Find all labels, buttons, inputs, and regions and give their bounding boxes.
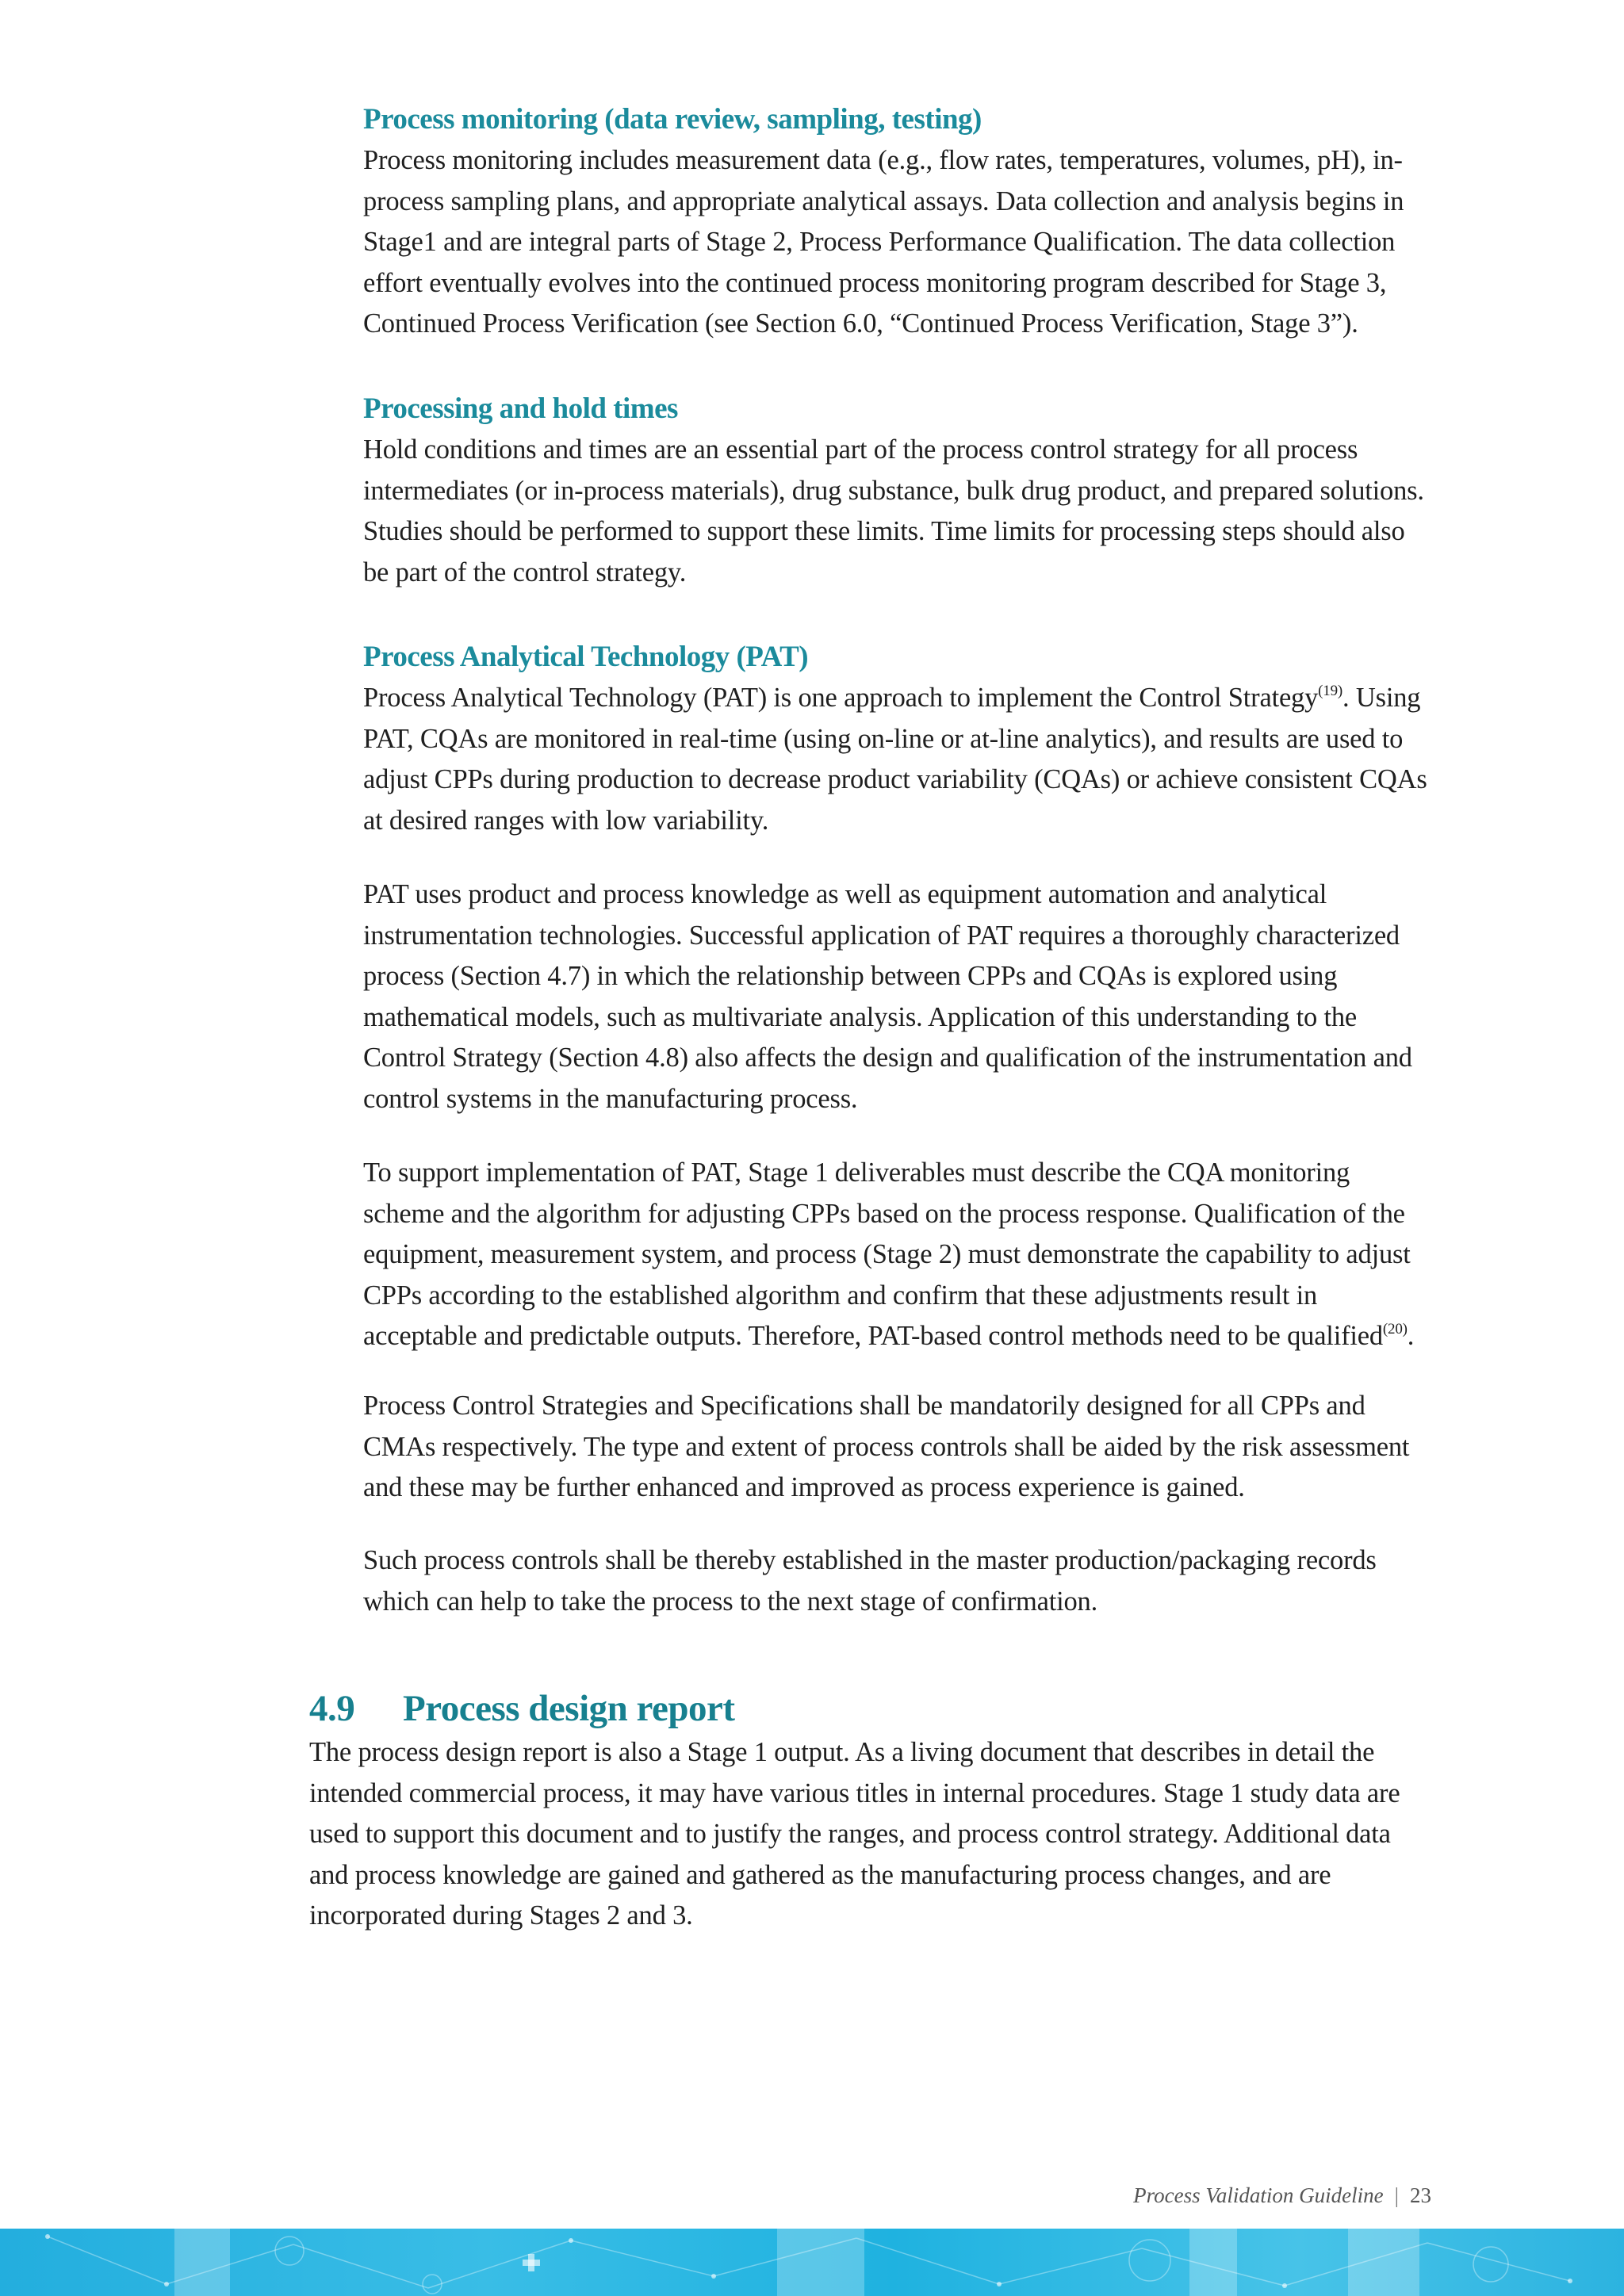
section-title: Process design report	[403, 1688, 735, 1729]
pat-paragraph-1	[363, 678, 1435, 841]
hold-times-heading: Processing and hold times	[363, 392, 678, 425]
footer-decorative-band	[0, 2229, 1624, 2296]
reference-19: (19)	[1318, 683, 1343, 699]
reference-20: (20)	[1382, 1321, 1408, 1337]
pat-heading: Process Analytical Technology (PAT)	[363, 641, 809, 673]
network-pattern-graphic	[0, 2229, 1624, 2296]
pat-paragraph-5: Such process controls shall be thereby established in the master production/packaging records which can help to take the process to the next stage of confirmation.	[363, 1545, 1377, 1617]
hold-times-block	[363, 388, 1435, 593]
section-number: 4.9	[309, 1688, 355, 1729]
footer-document-title: Process Validation Guideline	[1133, 2183, 1384, 2207]
pat-paragraph-4-block	[363, 1386, 1435, 1509]
pat-paragraph-2: PAT uses product and process knowledge as well as equipment automation and analytical instrumentation technologies. Successful application of PAT requires a thoroughly characterized process (Section 4.7) in which the relationship between CPPs and CQAs is explored using mathematical models, such as multivariate analysis. Application of this understanding to the Control Strategy (Section 4.8) also affects the design and qualification of the instrumentation and control systems in the manufacturing process.	[363, 879, 1412, 1114]
design-report-block	[309, 1732, 1435, 1937]
design-report-paragraph: The process design report is also a Stage 1 output. As a living document that describes in detail the intended commercial process, it may have various titles in internal procedures. Stage 1 study data are used to support this document and to justify the ranges, and process control strategy. Additional data and process knowledge are gained and gathered as the manufacturing process changes, and are incorporated during Stages 2 and 3.	[309, 1737, 1400, 1931]
process-monitoring-heading: Process monitoring (data review, sampling, testing)	[363, 103, 982, 136]
process-monitoring-block	[363, 99, 1435, 345]
pat-p3-text: To support implementation of PAT, Stage 1 deliverables must describe the CQA monitoring scheme and the algorithm for adjusting CPPs based on the process response. Qualification of the equipment, measurement system, and process (Stage 2) must demonstrate the capability to adjust CPPs according to the established algorithm and confirm that these adjustments result in acceptable and predictable outputs. Therefore, PAT-based control methods need to be qualified	[363, 1158, 1411, 1351]
pat-paragraph-4: Process Control Strategies and Specifications shall be mandatorily designed for all CPPs and CMAs respectively. The type and extent of process controls shall be aided by the risk assessment and these may be further enhanced and improved as process experience is gained.	[363, 1391, 1410, 1502]
page-number: 23	[1410, 2183, 1431, 2207]
footer-separator: |	[1394, 2183, 1399, 2207]
pat-p3-text-end: .	[1407, 1321, 1415, 1351]
section-4-9-heading	[309, 1685, 735, 1732]
pat-paragraph-3-block	[363, 1153, 1435, 1357]
page-footer	[1133, 2183, 1431, 2208]
pat-block	[363, 637, 1435, 841]
process-monitoring-paragraph: Process monitoring includes measurement data (e.g., flow rates, temperatures, volumes, pH), in-process sampling plans, and appropriate analytical assays. Data collection and analysis begins in Stage1 and are integral parts of Stage 2, Process Performance Qualification. The data collection effort eventually evolves into the continued process monitoring program described for Stage 3, Continued Process Verification (see Section 6.0, “Continued Process Verification, Stage 3”).	[363, 145, 1404, 339]
pat-paragraph-5-block	[363, 1540, 1435, 1622]
pat-p1-text-end: . Using PAT, CQAs are monitored in real-time (using on-line or at-line analytics), and results are used to adjust CPPs during production to decrease product variability (CQAs) or achieve consistent CQAs at desired ranges with low variability.	[363, 683, 1427, 836]
pat-p1-text: Process Analytical Technology (PAT) is one approach to implement the Control Strategy	[363, 683, 1319, 713]
pat-paragraph-3	[363, 1153, 1435, 1357]
hold-times-paragraph: Hold conditions and times are an essential part of the process control strategy for all process intermediates (or in-process materials), drug substance, bulk drug product, and prepared solutions. Studies should be performed to support these limits. Time limits for processing steps should also be part of the control strategy.	[363, 434, 1424, 587]
pat-paragraph-2-block	[363, 874, 1435, 1119]
